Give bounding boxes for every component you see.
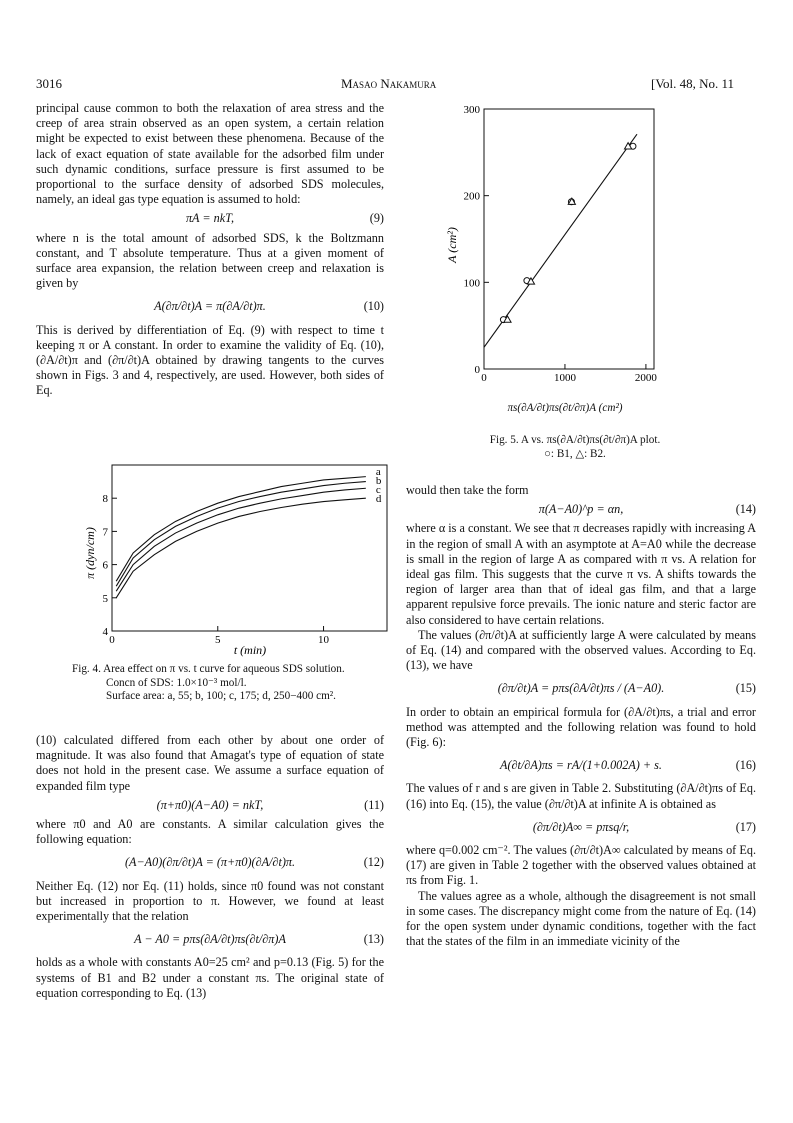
- paragraph: would then take the form: [406, 483, 529, 497]
- y-tick-label: 7: [102, 526, 108, 539]
- x-tick-label: 5: [215, 634, 221, 646]
- paragraph: principal cause common to both the relaxation of area stress and the creep of area strain observed as an open system, a certain relation might be expected to exist between these phenomena. Because of the lack of exact equation of state available for the adsorbed film under such dynamic conditions, surface pressure is first assumed to be proportional to the surface density of adsorbed SDS molecules, namely, an ideal gas type equation is assumed to hold:: [36, 101, 384, 207]
- equation-10: A(∂π/∂t)A = π(∂A/∂t)π. (10): [154, 299, 384, 314]
- y-tick-label: 6: [102, 559, 108, 572]
- y-tick-label: 0: [474, 364, 480, 376]
- equation-12: (A−A0)(∂π/∂t)A = (π+π0)(∂A/∂t)π. (12): [124, 855, 384, 870]
- x-tick-label: 10: [318, 634, 330, 646]
- caption-line: Fig. 5. A vs. πs(∂A/∂t)πs(∂t/∂π)A plot.: [489, 434, 661, 446]
- y-tick-label: 300: [463, 104, 480, 116]
- figure-5-chart: [420, 95, 680, 395]
- paragraph: The values (∂π/∂t)A at sufficiently large A were calculated by means of Eq. (14) and compared with the observed values. According to Eq. (13), we have: [406, 627, 756, 673]
- left-column-top: [36, 101, 384, 399]
- figure-5-caption: [455, 434, 695, 461]
- caption-line: ○: B1, △: B2.: [544, 447, 606, 460]
- y-axis-label: A (cm²): [445, 227, 459, 263]
- paragraph: In order to obtain an empirical formula for (∂A/∂t)πs, a trial and error method was attempted and the following relation was found to hold (Fig. 6):: [406, 704, 756, 750]
- x-tick-label: 0: [481, 372, 487, 384]
- page-number: 3016: [36, 76, 62, 91]
- equation-13: A − A0 = pπs(∂A/∂t)πs(∂t/∂π)A (13): [134, 932, 384, 947]
- equation-9: πA = nkT, (9): [185, 211, 384, 226]
- curve-d: [116, 498, 366, 598]
- paragraph: where q=0.002 cm⁻². The values (∂π/∂t)A∞ calculated by means of Eq. (17) are given in Table 2 together with the observed values obtained at πs from Fig. 1.: [406, 843, 756, 888]
- paragraph: holds as a whole with constants A0=25 cm² and p=0.13 (Fig. 5) for the systems of B1 and B2 under a constant πs. The original state of equation corresponding to Eq. (13): [36, 955, 384, 1000]
- paragraph: The values agree as a whole, although the disagreement is not small in some cases. The discrepancy might come from the nature of Eq. (14) for the open system under dynamic conditions, together with the fact that the states of the film in an immediate vicinity of the: [406, 888, 756, 949]
- figure-5-xlabel: πs(∂A/∂t)πs(∂t/∂π)A (cm²): [507, 402, 623, 414]
- y-tick-label: 8: [102, 493, 108, 506]
- paragraph: (10) calculated differed from each other by about one order of magnitude. It was also found that Amagat's type of equation of state does not hold in the present case. We assume a surface equation of expanded film type: [36, 733, 384, 793]
- y-axis-label: π (dyn/cm): [83, 527, 97, 579]
- x-tick-label: 2000: [634, 372, 657, 384]
- y-tick-label: 4: [102, 626, 108, 638]
- caption-line: Concn of SDS: 1.0×10⁻³ mol/l.: [106, 676, 247, 689]
- x-axis-label: t (min): [233, 643, 267, 657]
- running-author: Masao Nakamura: [341, 76, 437, 91]
- equation-17: (∂π/∂t)A∞ = pπsq/r, (17): [532, 819, 756, 834]
- equation-14: π(A−A0)^p = αn, (14): [538, 502, 756, 517]
- y-tick-label: 200: [463, 190, 480, 203]
- curve-label-c: c: [375, 484, 381, 496]
- paragraph: where α is a constant. We see that π decreases rapidly with increasing A in the region of small A with an asymptote at A=A0 while the decrease is small in the region of large A as compared with π vs. A relation for ideal gas film. This suggests that the curve π vs. A shifts towards the region of larger area than that of ideal gas film, and that a large apparent repulsive force prevails. The ionic nature and steric factor are also considered to have certain relations.: [406, 521, 756, 627]
- caption-line: Surface area: a, 55; b, 100; c, 175; d, 250−400 cm².: [106, 690, 336, 702]
- paragraph: The values of r and s are given in Table 2. Substituting (∂A/∂t)πs of Eq. (16) into Eq. (15), the value (∂π/∂t)A at infinite A is obtained as: [406, 781, 756, 811]
- x-tick-label: 0: [109, 634, 115, 646]
- figure-4-chart: [80, 455, 400, 660]
- paragraph: This is derived by differentiation of Eq. (9) with respect to time t keeping π or A constant. In order to examine the validity of Eq. (10), (∂A/∂t)π and (∂π/∂t)A obtained by drawing tangents to the curves shown in Figs. 3 and 4, respectively, are used. However, both sides of Eq.: [36, 322, 384, 398]
- paragraph: where n is the total amount of adsorbed SDS, k the Boltzmann constant, and T absolute temperature. Thus at a given moment of surface area expansion, the relation between creep and relaxation is given by: [36, 230, 384, 291]
- fit-line: [484, 134, 637, 347]
- paragraph: where π0 and A0 are constants. A similar calculation gives the following equation:: [36, 817, 384, 847]
- right-column: [406, 483, 756, 949]
- curve-label-d: d: [375, 493, 382, 505]
- equation-11: (π+π0)(A−A0) = nkT, (11): [156, 797, 384, 812]
- equation-16: A(∂t/∂A)πs = rA/(1+0.002A) + s. (16): [500, 758, 756, 773]
- y-tick-label: 5: [102, 592, 108, 605]
- curve-a: [116, 477, 366, 582]
- caption-line: Fig. 4. Area effect on π vs. t curve for aqueous SDS solution.: [72, 663, 345, 675]
- equation-15: (∂π/∂t)A = pπs(∂A/∂t)πs / (A−A0). (15): [497, 681, 756, 696]
- curve-b: [116, 482, 366, 587]
- left-column-bottom: [36, 733, 384, 1001]
- paragraph: Neither Eq. (12) nor Eq. (11) holds, since π0 found was not constant but increased in proportion to π. However, we found at least experimentally that the relation: [36, 878, 384, 924]
- x-tick-label: 1000: [553, 372, 576, 384]
- running-volume: [Vol. 48, No. 11: [651, 76, 735, 91]
- y-tick-label: 100: [463, 277, 480, 290]
- figure-4-caption: [72, 663, 392, 704]
- curve-label-a: a: [375, 466, 381, 478]
- curve-label-b: b: [375, 475, 382, 487]
